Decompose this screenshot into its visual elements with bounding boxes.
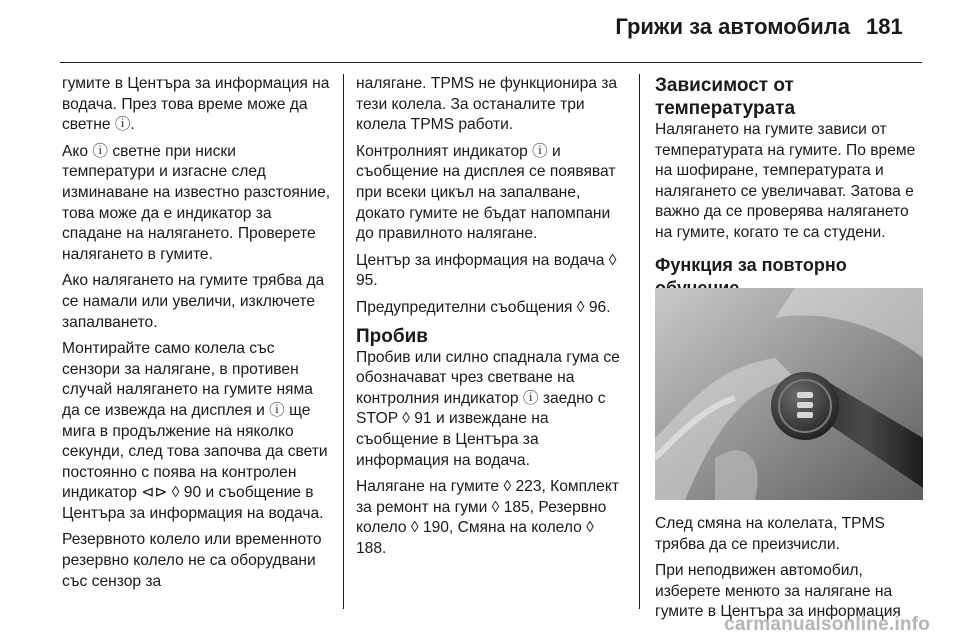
paragraph: Пробив или силно спаднала гума се обозначават чрез светване на контролния индикатор ⓘ заедно с STOP ◊ 91 и извеждане на съобщение в Центъра за информация на водача.	[356, 348, 620, 469]
paragraph: Резервното колело или временното резервно колело не са оборудвани със сензор за	[62, 531, 322, 590]
paragraph: налягане. TPMS не функционира за тези колела. За останалите три колела TPMS работи.	[356, 75, 618, 134]
paragraph: гумите в Центъра за информация на водача. През това време може да светне ⓘ.	[62, 75, 330, 134]
section-heading-puncture: Пробив	[356, 325, 428, 347]
steering-column-control-photo	[655, 288, 923, 500]
section-heading-relearn: Функция за повторно	[655, 254, 847, 275]
column-1	[62, 74, 332, 598]
header-divider	[60, 62, 922, 63]
paragraph: Център за информация на водача ◊ 95.	[356, 251, 617, 290]
column-3	[655, 74, 927, 310]
paragraph: Контролният индикатор ⓘ и съобщение на дисплея се появяват при всеки цикъл на запалване, докато гумите не бъдат напомпани до правилното налягане.	[356, 142, 616, 243]
column-divider-2	[639, 74, 640, 609]
paragraph: Ако налягането на гумите трябва да се намали или увеличи, изключете запалването.	[62, 272, 325, 331]
paragraph: При неподвижен автомобил, изберете менюто за налягане на гумите в Центъра за информация	[655, 562, 901, 621]
paragraph: Налягането на гумите зависи от температурата на гумите. По време на шофиране, температурата и налягането се увеличават. Затова е важно да се проверява налягането на гумите, когато те са студени.	[655, 121, 916, 241]
page-title: Грижи за автомобила	[615, 14, 850, 39]
paragraph: Монтирайте само колела със сензори за налягане, в противен случай налягането на гумите няма да се извежда на дисплея и ⓘ ще мига в продължение на няколко секунди, след това започва да свети постоянно с поява на контролен индикатор ⊲⊳ ◊ 90 и съобщение в Центъра за информация на водача.	[62, 340, 328, 522]
paragraph: След смяна на колелата, TPMS трябва да се преизчисли.	[655, 515, 885, 553]
page-number: 181	[866, 14, 903, 39]
paragraph: Ако ⓘ светне при ниски температури и изгасне след изминаване на известно разстояние, това може да е индикатор за спадане на налягането. Проверете налягането в гумите.	[62, 142, 331, 263]
column-2	[356, 74, 626, 565]
column-divider-1	[343, 74, 344, 609]
column-3-continued	[655, 514, 927, 629]
section-heading-temperature: Зависимост от температурата	[655, 75, 796, 119]
paragraph: Налягане на гумите ◊ 223, Комплект за ремонт на гуми ◊ 185, Резервно колело ◊ 190, Смяна на колело ◊ 188.	[356, 478, 619, 557]
watermark-text: carmanualsonline.info	[724, 614, 930, 635]
paragraph: Предупредителни съобщения ◊ 96.	[356, 298, 611, 316]
